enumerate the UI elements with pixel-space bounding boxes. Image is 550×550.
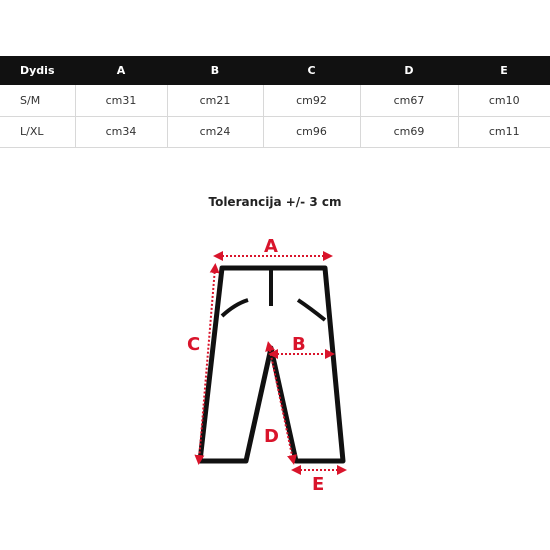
cell-size: L/XL (0, 116, 75, 147)
cell-size: S/M (0, 85, 75, 116)
table-header-row (0, 56, 550, 85)
cell-c: cm96 (263, 116, 360, 147)
cell-a: cm31 (75, 85, 167, 116)
cell-d: cm69 (360, 116, 458, 147)
header-d: D (360, 56, 458, 85)
table-row (0, 116, 550, 147)
size-table (0, 56, 550, 148)
cell-b: cm24 (167, 116, 263, 147)
cell-d: cm67 (360, 85, 458, 116)
dimension-e-label: E (312, 474, 325, 495)
cell-a: cm34 (75, 116, 167, 147)
header-c: C (263, 56, 360, 85)
pants-measurement-diagram (180, 228, 370, 498)
cell-c: cm92 (263, 85, 360, 116)
cell-b: cm21 (167, 85, 263, 116)
header-e: E (458, 56, 550, 85)
header-b: B (167, 56, 263, 85)
header-size: Dydis (0, 56, 75, 85)
dimension-d-label: D (264, 426, 279, 447)
dimension-b-label: B (292, 334, 306, 355)
cell-e: cm10 (458, 85, 550, 116)
dimension-c-label: C (187, 334, 201, 355)
table-row (0, 85, 550, 116)
cell-e: cm11 (458, 116, 550, 147)
tolerance-note: Tolerancija +/- 3 cm (208, 195, 342, 209)
dimension-a-label: A (264, 236, 278, 257)
header-a: A (75, 56, 167, 85)
